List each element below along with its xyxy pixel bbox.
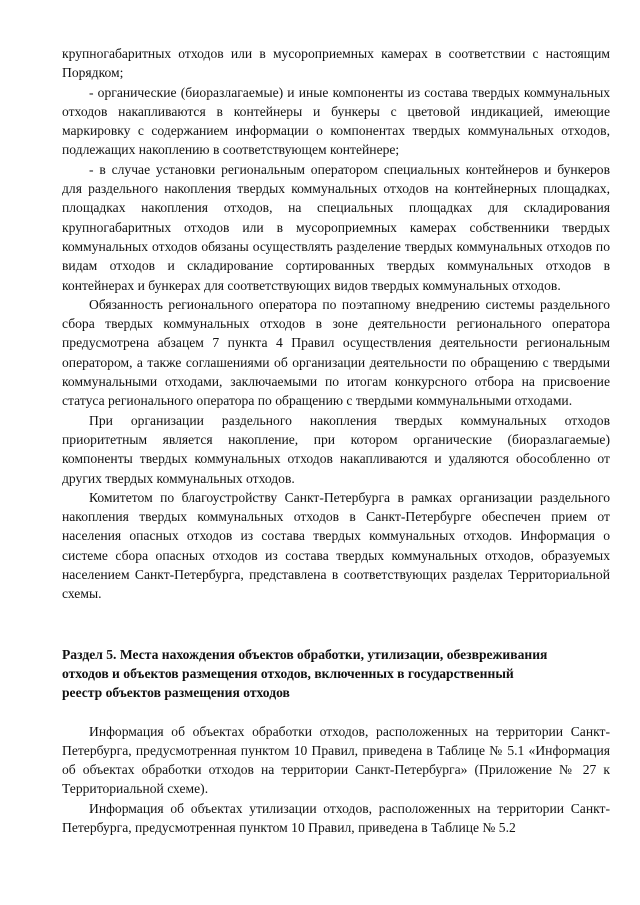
section-title <box>62 645 610 703</box>
paragraph: Информация об объектах утилизации отходов, расположенных на территории Санкт-Петербурга, предусмотренная пунктом 10 Правил, приведена в Таблице № 5.2 <box>62 800 610 835</box>
paragraph: Комитетом по благоустройству Санкт-Петербурга в рамках организации раздельного накопления твердых коммунальных отходов в Санкт-Петербурге обеспечен прием от населения опасных отходов из состава твердых коммунальных отходов. Информация о системе сбора опасных отходов из состава твердых коммунальных отходов, образуемых населением Санкт-Петербурга, представлена в соответствующих разделах Территориальной схемы. <box>62 489 610 602</box>
section-title-line: отходов и объектов размещения отходов, включенных в государственный <box>62 665 514 681</box>
section-title-line: Раздел 5. Места нахождения объектов обработки, утилизации, обезвреживания <box>62 646 548 662</box>
list-item: - органические (биоразлагаемые) и иные компоненты из состава твердых коммунальных отходов накапливаются в контейнеры и бункеры с цветовой индикацией, имеющие маркировку с содержанием информации о компонентах твердых коммунальных отходов, подлежащих накоплению в соответствующем контейнере; <box>62 84 610 158</box>
section-spacer <box>62 703 610 722</box>
list-item: - в случае установки региональным оператором специальных контейнеров и бункеров для раздельного накопления твердых коммунальных отходов на контейнерных площадках, площадках накопления отходов, на специальных площадках для складирования крупногабаритных отходов или в мусороприемных камерах собственники твердых коммунальных отходов обязаны осуществлять разделение твердых коммунальных отходов по видам отходов и складирование сортированных твердых коммунальных отходов в контейнерах и бункерах для соответствующих видов твердых коммунальных отходов. <box>62 161 610 293</box>
document-page <box>62 44 610 837</box>
paragraph: крупногабаритных отходов или в мусороприемных камерах в соответствии с настоящим Порядком; <box>62 46 610 81</box>
section-title-line: реестр объектов размещения отходов <box>62 685 290 701</box>
section-spacer <box>62 604 610 645</box>
paragraph: При организации раздельного накопления твердых коммунальных отходов приоритетным является накопление, при котором органические (биоразлагаемые) компоненты твердых коммунальных отходов накапливаются и удаляются обособленно от других твердых коммунальных отходов. <box>62 412 610 486</box>
paragraph: Информация об объектах обработки отходов, расположенных на территории Санкт-Петербурга, предусмотренная пунктом 10 Правил, приведена в Таблице № 5.1 «Информация об объектах обработки отходов на территории Санкт-Петербурга» (Приложение № 27 к Территориальной схеме). <box>62 723 610 797</box>
paragraph: Обязанность регионального оператора по поэтапному внедрению системы раздельного сбора твердых коммунальных отходов в зоне деятельности регионального оператора предусмотрена абзацем 7 пункта 4 Правил осуществления деятельности региональным оператором, а также соглашениями об организации деятельности по обращению с твердыми коммунальными отходами, заключаемыми по итогам конкурсного отбора на присвоение статуса регионального оператора по обращению с твердыми коммунальными отходами. <box>62 296 610 409</box>
